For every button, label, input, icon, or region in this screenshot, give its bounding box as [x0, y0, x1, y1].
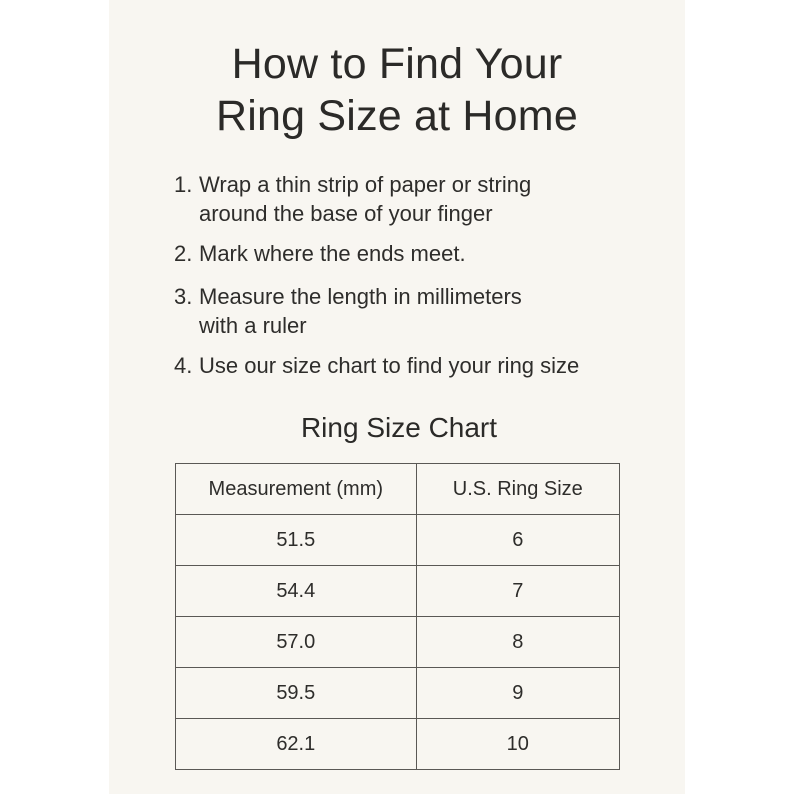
- table-row: [176, 617, 620, 668]
- page-title: [0, 38, 794, 142]
- step-number: 1.: [174, 172, 193, 197]
- step-number: 2.: [174, 241, 193, 266]
- size-chart-title: Ring Size Chart: [300, 412, 498, 443]
- column-header-ring-size: U.S. Ring Size: [416, 464, 619, 515]
- ring-size-cell: 6: [416, 515, 619, 566]
- step-text-line: Wrap a thin strip of paper or string: [199, 172, 532, 197]
- measurement-cell: 51.5: [176, 515, 417, 566]
- step-item: [174, 239, 466, 268]
- measurement-cell: 62.1: [176, 719, 417, 770]
- ring-size-cell: 9: [416, 668, 619, 719]
- measurement-cell: 54.4: [176, 566, 417, 617]
- step-text: [199, 239, 466, 268]
- step-text: [199, 351, 579, 380]
- measurement-cell: 57.0: [176, 617, 417, 668]
- table-row: [176, 668, 620, 719]
- ring-size-table: [175, 463, 620, 770]
- ring-size-cell: 7: [416, 566, 619, 617]
- table-row: [176, 719, 620, 770]
- table-row: [176, 566, 620, 617]
- step-text-line: Use our size chart to find your ring size: [199, 353, 580, 378]
- step-text-line: with a ruler: [199, 313, 307, 338]
- table-row: [176, 515, 620, 566]
- page-title-line-2: Ring Size at Home: [216, 92, 578, 140]
- step-text-line: Measure the length in millimeters: [199, 284, 522, 309]
- step-item: [174, 351, 579, 380]
- step-text-line: Mark where the ends meet.: [199, 241, 466, 266]
- step-item: [174, 282, 522, 340]
- step-number: 3.: [174, 284, 193, 309]
- ring-size-cell: 8: [416, 617, 619, 668]
- step-item: [174, 170, 531, 228]
- step-text: [199, 170, 531, 228]
- measurement-cell: 59.5: [176, 668, 417, 719]
- step-text-line: around the base of your finger: [199, 201, 493, 226]
- page-title-line-1: How to Find Your: [231, 40, 563, 88]
- column-header-measurement: Measurement (mm): [176, 464, 417, 515]
- table-header-row: [176, 464, 620, 515]
- step-text: [199, 282, 522, 340]
- step-number: 4.: [174, 353, 193, 378]
- ring-size-cell: 10: [416, 719, 619, 770]
